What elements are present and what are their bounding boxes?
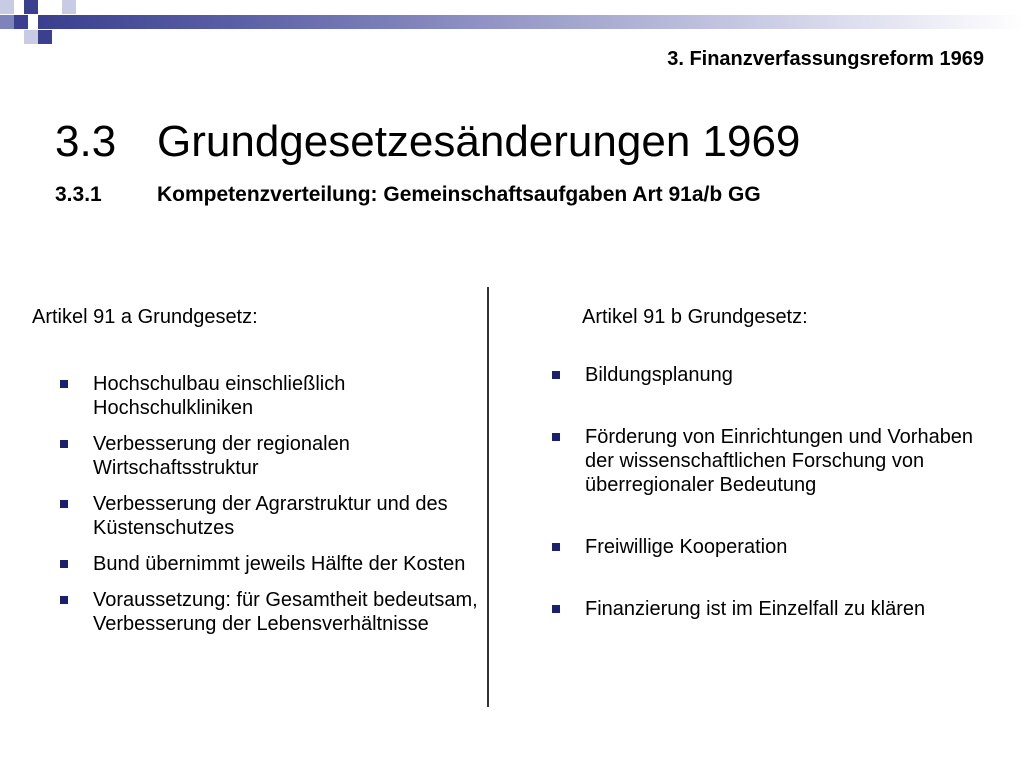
list-item <box>549 425 979 497</box>
page-subtitle <box>55 183 761 207</box>
list-item-text: Bund übernimmt jeweils Hälfte der Kosten <box>93 553 466 575</box>
list-item-text: Verbesserung der Agrarstruktur und des Küstenschutzes <box>93 493 448 539</box>
left-bullet-list <box>57 372 487 648</box>
list-item <box>57 372 487 420</box>
square-bullet-icon <box>60 380 68 388</box>
section-header: 3. Finanzverfassungsreform 1969 <box>667 48 984 70</box>
square-bullet-icon <box>552 605 560 613</box>
list-item-text: Verbesserung der regionalen Wirtschaftsstruktur <box>93 433 350 479</box>
subtitle-number: 3.3.1 <box>55 183 102 206</box>
square-bullet-icon <box>60 500 68 508</box>
list-item-text: Finanzierung ist im Einzelfall zu klären <box>585 598 926 620</box>
list-item <box>57 432 487 480</box>
list-item-text: Voraussetzung: für Gesamtheit bedeutsam, Verbesserung der Lebensverhältnisse <box>93 589 478 635</box>
list-item <box>57 588 487 636</box>
square-bullet-icon <box>552 371 560 379</box>
column-divider <box>487 287 489 707</box>
title-number: 3.3 <box>55 117 117 166</box>
left-column-heading: Artikel 91 a Grundgesetz: <box>32 306 258 328</box>
list-item <box>549 535 979 559</box>
list-item-text: Förderung von Einrichtungen und Vorhaben der wissenschaftlichen Forschung von überregionaler Bedeutung <box>585 426 974 496</box>
list-item-text: Hochschulbau einschließlich Hochschulkliniken <box>93 373 346 419</box>
list-item <box>549 597 979 621</box>
square-bullet-icon <box>60 440 68 448</box>
right-column-heading: Artikel 91 b Grundgesetz: <box>582 306 808 328</box>
list-item <box>549 363 979 387</box>
right-bullet-list <box>549 363 979 659</box>
square-bullet-icon <box>60 560 68 568</box>
square-bullet-icon <box>552 433 560 441</box>
list-item-text: Bildungsplanung <box>585 364 733 386</box>
square-bullet-icon <box>60 596 68 604</box>
title-text: Grundgesetzesänderungen 1969 <box>157 117 801 166</box>
square-bullet-icon <box>552 543 560 551</box>
list-item-text: Freiwillige Kooperation <box>585 536 788 558</box>
subtitle-text: Kompetenzverteilung: Gemeinschaftsaufgaben Art 91a/b GG <box>157 183 761 206</box>
page-title <box>55 117 801 166</box>
header-gradient-bar <box>38 15 1024 29</box>
list-item <box>57 552 487 576</box>
list-item <box>57 492 487 540</box>
